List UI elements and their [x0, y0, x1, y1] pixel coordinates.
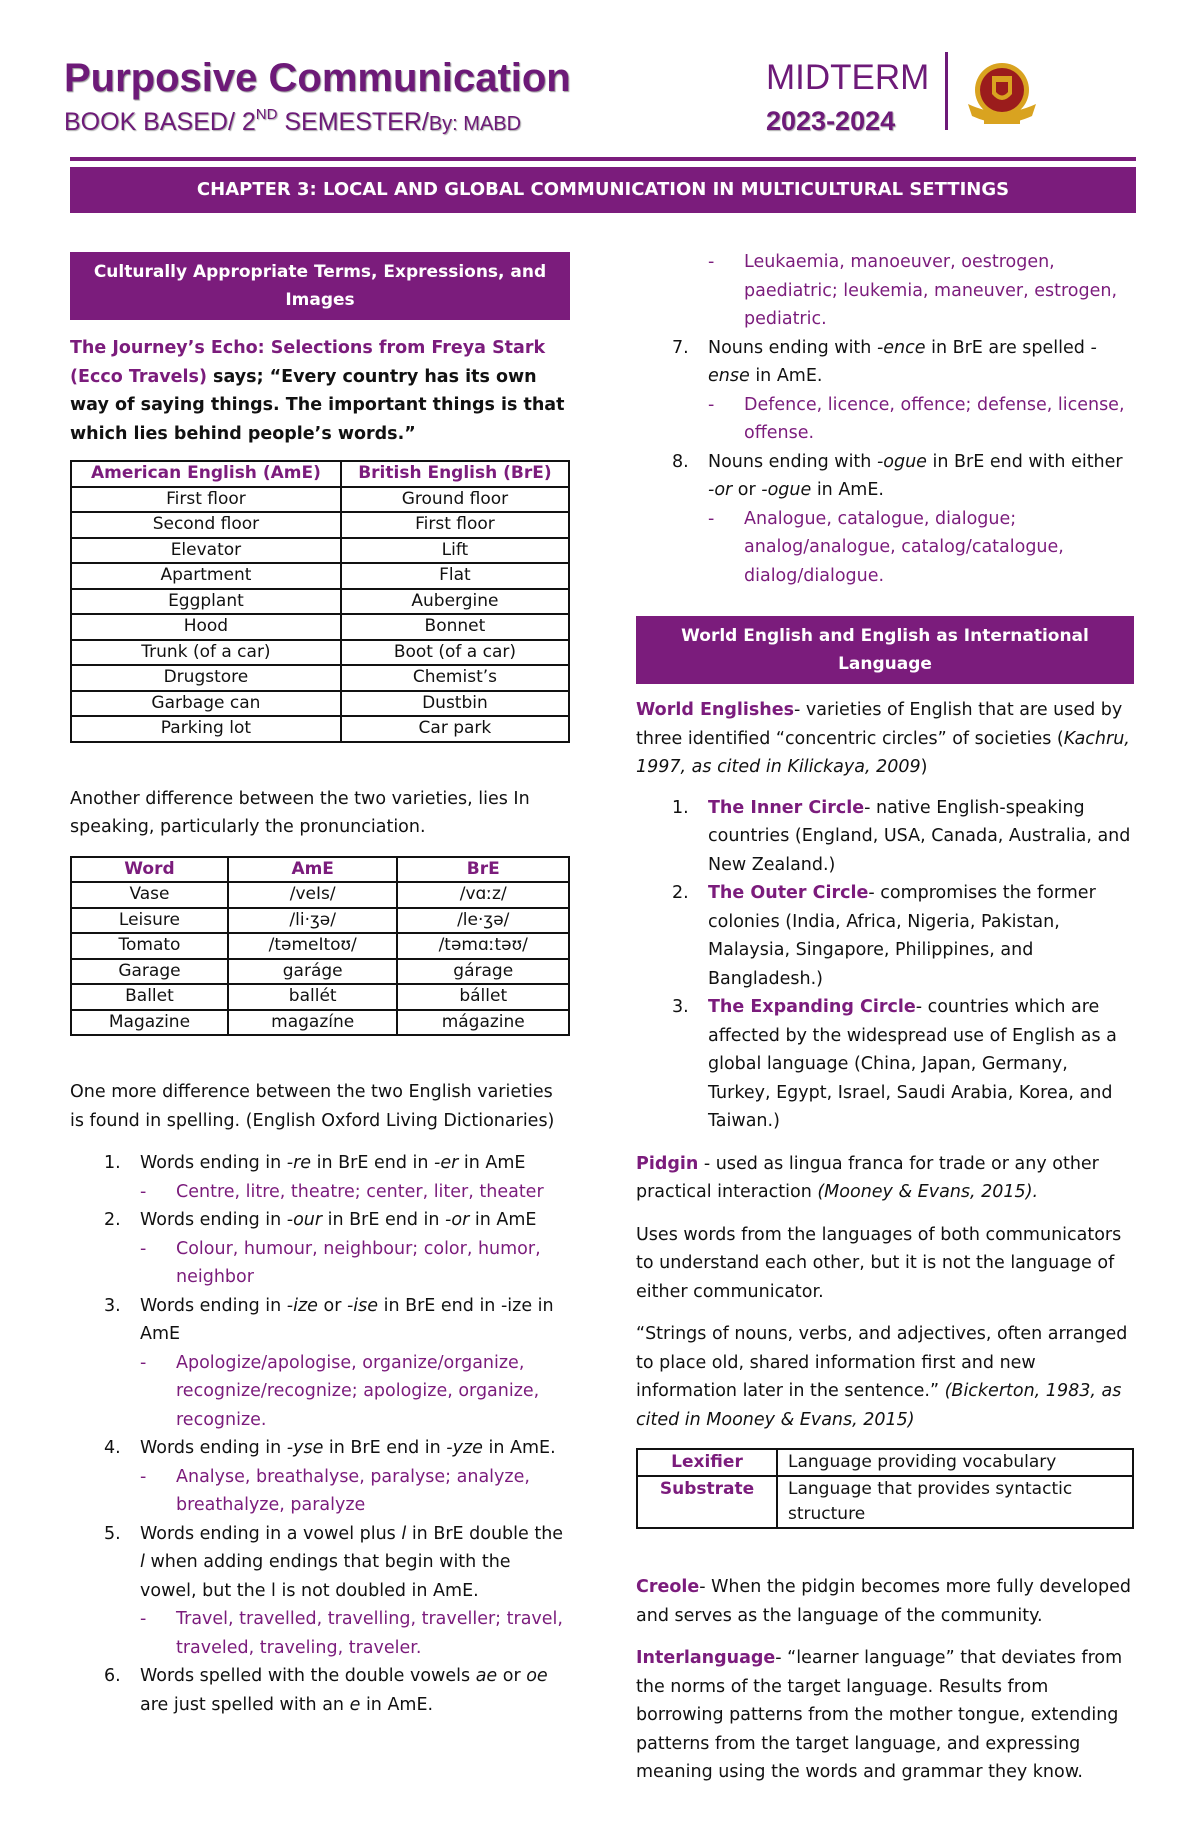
document-title: Purposive Communication: [64, 56, 571, 100]
section-heading-world-english: World English and English as International Language: [636, 616, 1134, 684]
table-row: Ballet ballét bállet: [71, 984, 569, 1010]
header-divider: [945, 52, 948, 130]
chapter-banner: CHAPTER 3: LOCAL AND GLOBAL COMMUNICATION IN MULTICULTURAL SETTINGS: [70, 167, 1136, 213]
table-row: Apartment Flat: [71, 563, 569, 589]
table-row: Garage garáge gárage: [71, 959, 569, 985]
list-item: 3. The Expanding Circle- countries which are affected by the widespread use of English as a global language (China, Japan, Germany, Turkey, Egypt, Israel, Saudi Arabia, Korea, and Taiwan.): [672, 997, 1117, 1131]
table-row: Substrate Language that provides syntactic structure: [637, 1476, 1133, 1528]
list-example: - Analyse, breathalyse, paralyse; analyze, breathalyze, paralyze: [140, 1466, 530, 1515]
table-row: Garbage can Dustbin: [71, 691, 569, 717]
exam-label: MIDTERM: [766, 58, 930, 97]
list-item: 2. Words ending in -our in BrE end in -or in AmE: [104, 1210, 537, 1230]
column-header: American English (AmE): [71, 461, 341, 487]
spelling-intro: One more difference between the two English varieties is found in spelling. (English Oxford Living Dictionaries): [70, 1082, 555, 1131]
pidgin-quote: “Strings of nouns, verbs, and adjectives, often arranged to place old, shared information first and new information later in the sentence.” (Bickerton, 1983, as cited in Mooney & Evans, 2015): [636, 1324, 1128, 1430]
list-item: 3. Words ending in -ize or -ise in BrE end in -ize in AmE: [104, 1295, 554, 1344]
pidgin-paragraph: Uses words from the languages of both communicators to understand each other, but it is not the language of either communicator.: [636, 1224, 1122, 1302]
table-row: Vase /veIs/ /vɑːz/: [71, 882, 569, 908]
table-header-row: [71, 857, 569, 883]
circles-list: [636, 794, 1134, 1136]
table-row: Leisure /li·ʒə/ /le·ʒə/: [71, 908, 569, 934]
list-example: - Centre, litre, theatre; center, liter, theater: [140, 1181, 544, 1202]
table-row: Trunk (of a car) Boot (of a car): [71, 640, 569, 666]
interlanguage-definition: Interlanguage- “learner language” that deviates from the norms of the target language. Results from borrowing patterns from the mother tongue, extending patterns from the target language, and expressing meaning using the words and grammar they know.: [636, 1648, 1123, 1782]
list-item: 1. Words ending in -re in BrE end in -er in AmE: [104, 1153, 526, 1173]
table-row: Lexifier Language providing vocabulary: [637, 1449, 1133, 1476]
table-header-row: [71, 461, 569, 487]
section-heading-culturally-appropriate: Culturally Appropriate Terms, Expressions, and Images: [70, 252, 570, 320]
list-example: - Analogue, catalogue, dialogue; analog/analogue, catalog/catalogue, dialog/dialogue.: [708, 508, 1064, 586]
lexifier-table: [636, 1448, 1134, 1529]
table-row: Parking lot Car park: [71, 716, 569, 742]
list-item: 1. The Inner Circle- native English-speaking countries (England, USA, Canada, Australia, and New Zealand.): [672, 797, 1131, 875]
pronunciation-intro: Another difference between the two varieties, lies In speaking, particularly the pronunciation.: [70, 788, 530, 837]
table-row: Drugstore Chemist’s: [71, 665, 569, 691]
creole-definition: Creole- When the pidgin becomes more fully developed and serves as the language of the community.: [636, 1577, 1131, 1626]
school-seal-icon: [962, 58, 1042, 138]
left-column: [70, 252, 570, 1719]
table-row: Magazine magazíne mágazine: [71, 1010, 569, 1036]
quote-paragraph: The Journey’s Echo: Selections from Freya Stark (Ecco Travels) says; “Every country has its own way of saying things. The important things is that which lies behind people’s words.”: [70, 338, 565, 444]
column-header: BrE: [397, 857, 569, 883]
table-row: Elevator Lift: [71, 538, 569, 564]
table-row: Second floor First floor: [71, 512, 569, 538]
list-item: 4. Words ending in -yse in BrE end in -yze in AmE.: [104, 1438, 556, 1458]
list-example: - Colour, humour, neighbour; color, humor, neighbor: [140, 1238, 541, 1287]
column-header: British English (BrE): [341, 461, 569, 487]
vocabulary-table: [70, 460, 570, 743]
header-rule: [70, 157, 1136, 161]
list-example: - Apologize/apologise, organize/organize, recognize/recognize; apologize, organize, recognize.: [140, 1352, 540, 1430]
list-item: 7. Nouns ending with -ence in BrE are spelled -ense in AmE.: [672, 337, 1097, 386]
list-item: 2. The Outer Circle- compromises the former colonies (India, Africa, Nigeria, Pakistan, Malaysia, Singapore, Philippines, and Bangladesh.): [672, 883, 1096, 989]
spelling-list: [70, 1149, 570, 1719]
document-subtitle: BOOK BASED/ 2ND SEMESTER/By: MABD: [64, 106, 522, 136]
pronunciation-table: [70, 856, 570, 1037]
table-row: Hood Bonnet: [71, 614, 569, 640]
list-example: - Travel, travelled, travelling, traveller; travel, traveled, traveling, traveler.: [140, 1609, 563, 1658]
world-englishes-definition: World Englishes- varieties of English that are used by three identified “concentric circles” of societies (Kachru, 1997, as cited in Kilickaya, 2009): [636, 700, 1130, 777]
list-item: 5. Words ending in a vowel plus l in BrE double the l when adding endings that begin with the vowel, but the l is not doubled in AmE.: [104, 1523, 564, 1601]
school-year: 2023-2024: [766, 106, 896, 136]
column-header: AmE: [228, 857, 398, 883]
column-header: Word: [71, 857, 228, 883]
table-row: First floor Ground floor: [71, 487, 569, 513]
list-item: 8. Nouns ending with -ogue in BrE end with either -or or -ogue in AmE.: [672, 451, 1123, 500]
pidgin-definition: Pidgin - used as lingua franca for trade or any other practical interaction (Mooney & Evans, 2015).: [636, 1153, 1099, 1202]
right-column: [636, 248, 1134, 1787]
list-example: - Defence, licence, offence; defense, license, offense.: [708, 394, 1125, 443]
list-item: 6. Words spelled with the double vowels ae or oe are just spelled with an e in AmE.: [104, 1666, 548, 1715]
table-row: Tomato /təmeItoʊ/ /təmɑːtəʊ/: [71, 933, 569, 959]
table-row: Eggplant Aubergine: [71, 589, 569, 615]
list-example: - Leukaemia, manoeuver, oestrogen, paediatric; leukemia, maneuver, estrogen, pediatric.: [708, 252, 1118, 329]
